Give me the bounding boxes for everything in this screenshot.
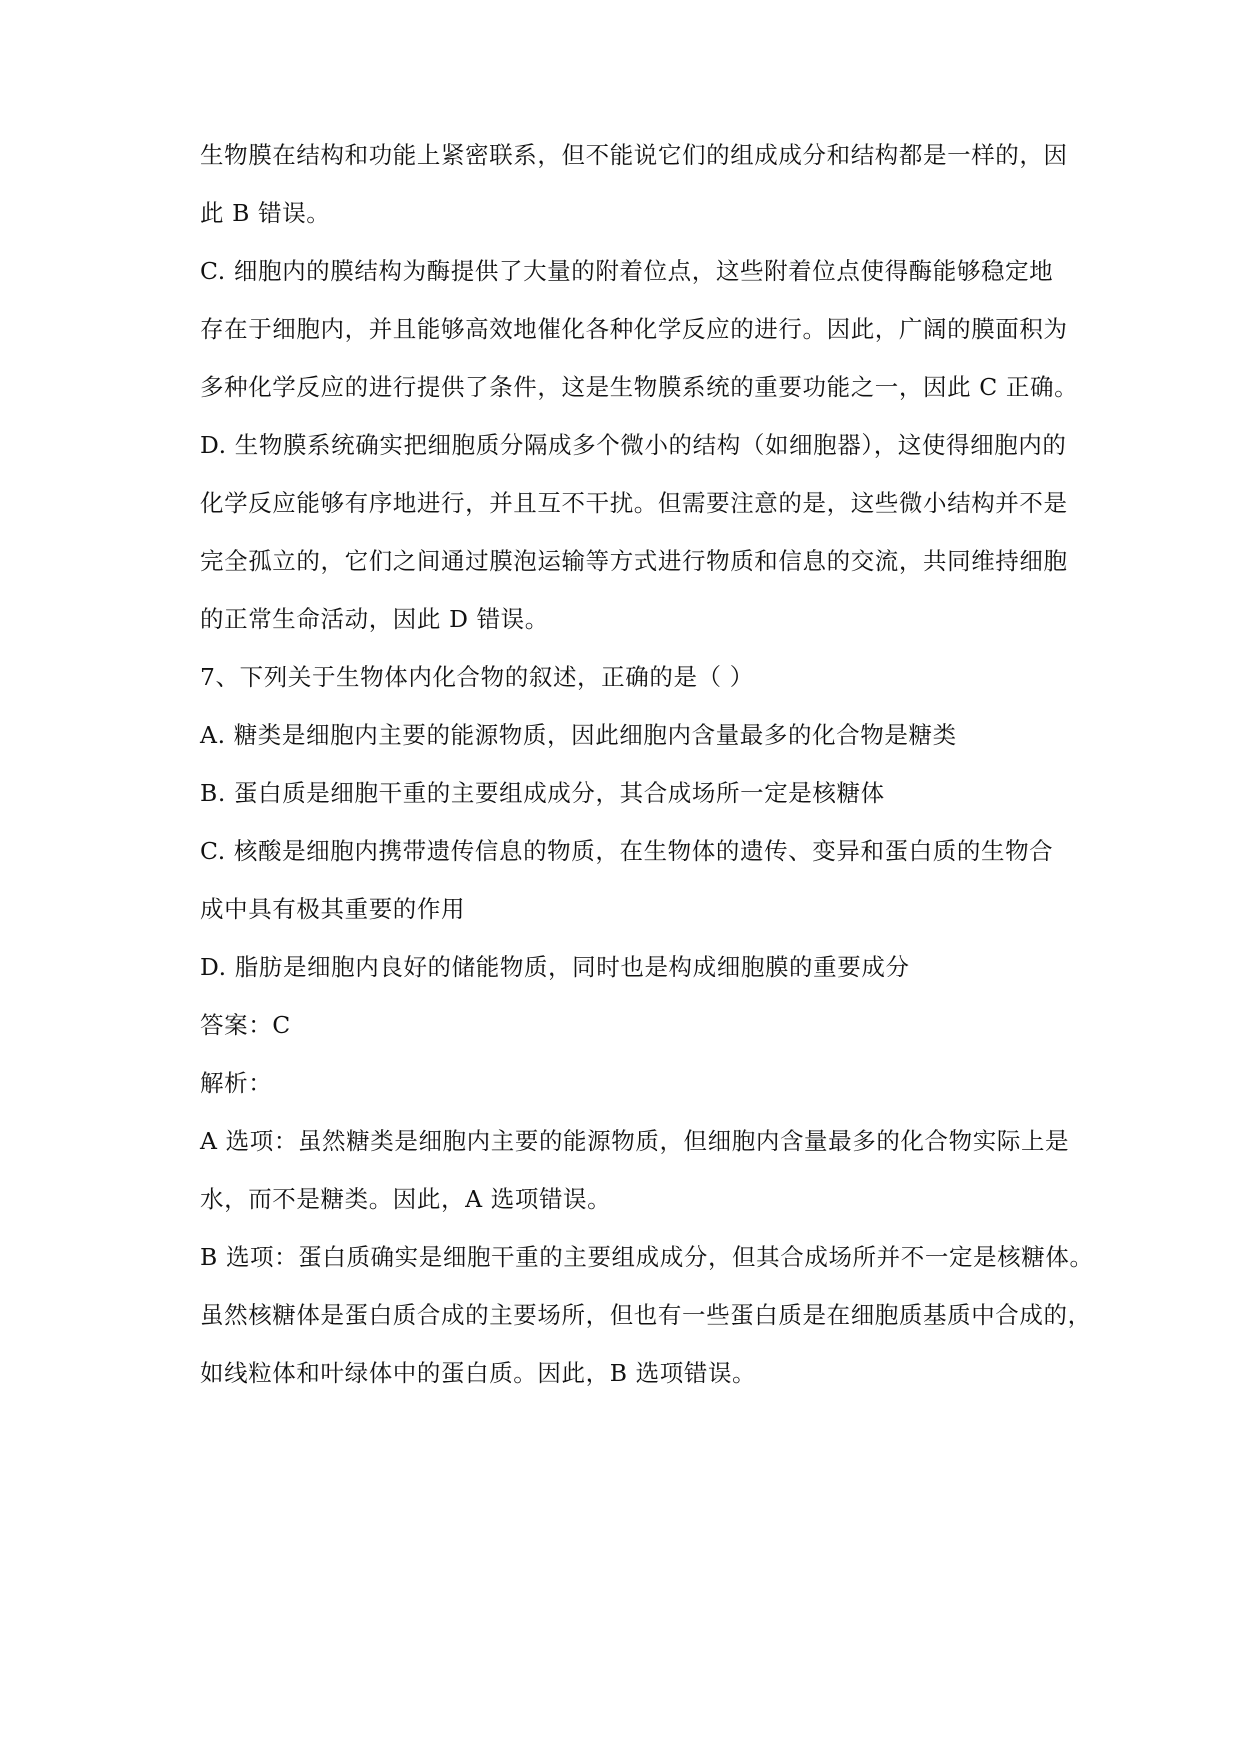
option-d: D. 脂肪是细胞内良好的储能物质，同时也是构成细胞膜的重要成分 — [200, 953, 910, 981]
answer-line: 答案：C — [200, 1011, 291, 1039]
option-b: B. 蛋白质是细胞干重的主要组成成分，其合成场所一定是核糖体 — [200, 779, 885, 807]
option-c-continued: 成中具有极其重要的作用 — [200, 895, 466, 923]
analysis-b: B 选项：蛋白质确实是细胞干重的主要组成成分，但其合成场所并不一定是核糖体。 — [200, 1243, 1094, 1271]
text-line: 生物膜在结构和功能上紧密联系，但不能说它们的组成成分和结构都是一样的，因 — [200, 141, 1068, 169]
text-line: 多种化学反应的进行提供了条件，这是生物膜系统的重要功能之一，因此 C 正确。 — [200, 373, 1079, 401]
analysis-a-continued: 水，而不是糖类。因此，A 选项错误。 — [200, 1185, 612, 1213]
text-line: 完全孤立的，它们之间通过膜泡运输等方式进行物质和信息的交流，共同维持细胞 — [200, 547, 1068, 575]
analysis-b-continued: 如线粒体和叶绿体中的蛋白质。因此，B 选项错误。 — [200, 1359, 757, 1387]
text-line: 此 B 错误。 — [200, 199, 331, 227]
text-line: 化学反应能够有序地进行，并且互不干扰。但需要注意的是，这些微小结构并不是 — [200, 489, 1068, 517]
option-a: A. 糖类是细胞内主要的能源物质，因此细胞内含量最多的化合物是糖类 — [200, 721, 957, 749]
question-stem: 7、下列关于生物体内化合物的叙述，正确的是（ ） — [200, 663, 754, 691]
text-line: 的正常生命活动，因此 D 错误。 — [200, 605, 549, 633]
analysis-heading: 解析： — [200, 1069, 273, 1097]
option-c: C. 核酸是细胞内携带遗传信息的物质，在生物体的遗传、变异和蛋白质的生物合 — [200, 837, 1054, 865]
text-line: C. 细胞内的膜结构为酶提供了大量的附着位点，这些附着位点使得酶能够稳定地 — [200, 257, 1054, 285]
analysis-a: A 选项：虽然糖类是细胞内主要的能源物质，但细胞内含量最多的化合物实际上是 — [200, 1127, 1070, 1155]
analysis-b-continued: 虽然核糖体是蛋白质合成的主要场所，但也有一些蛋白质是在细胞质基质中合成的， — [200, 1301, 1092, 1329]
text-line: 存在于细胞内，并且能够高效地催化各种化学反应的进行。因此，广阔的膜面积为 — [200, 315, 1068, 343]
text-line: D. 生物膜系统确实把细胞质分隔成多个微小的结构（如细胞器），这使得细胞内的 — [200, 431, 1067, 459]
